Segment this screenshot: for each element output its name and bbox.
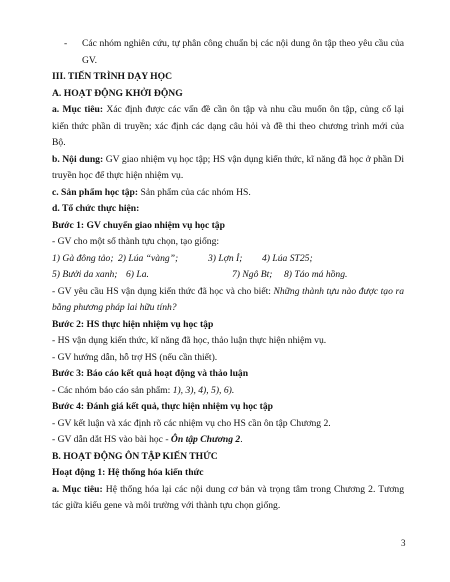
option-item: 6) La. [126,269,149,280]
options-row-2 [52,267,404,284]
document-body [52,36,404,515]
objective-2-text: Hệ thống hóa lại các nội dung cơ bản và trọng tâm trong Chương 2. Tương tác giữa kiểu gene và môi trường với thành tựu chọn giống. [52,483,404,511]
activity-1-heading: Hoạt động 1: Hệ thống hóa kiến thức [52,467,204,478]
objective-label: a. Mục tiêu: [52,104,104,115]
section-heading-a: A. HOẠT ĐỘNG KHỞI ĐỘNG [52,87,183,99]
step-4-heading: Bước 4: Đánh giá kết quả, thực hiện nhiệm vụ học tập [52,401,273,412]
step-4-suffix: . [240,434,243,445]
bullet-mark: - [64,38,68,49]
paragraph-objective-2 [52,482,404,515]
options-row-1 [52,251,404,268]
section-heading-iii: III. TIẾN TRÌNH DẠY HỌC [52,71,173,82]
option-item: 7) Ngô Bt; [232,269,273,280]
gv-question-line [52,284,404,317]
objective-2-label: a. Mục tiêu: [52,483,103,495]
step-4-prefix: - GV dẫn dắt HS vào bài học - [52,434,171,445]
content-label: b. Nội dung: [52,153,104,165]
step-3-line [52,383,404,400]
bullet-item [52,36,404,69]
section-heading-b: B. HOẠT ĐỘNG ÔN TẬP KIẾN THỨC [52,450,218,462]
step-3-prefix: - Các nhóm báo cáo sản phẩm: [52,384,173,396]
step-2-heading: Bước 2: HS thực hiện nhiệm vụ học tập [52,318,214,330]
content-text: GV giao nhiệm vụ học tập; HS vận dụng kiến thức, kĩ năng đã học ở phần Di truyền học để thực hiện nhiệm vụ. [52,153,404,181]
product-text: Sản phẩm của các nhóm HS. [138,186,251,198]
option-item: 2) Lúa “vàng”; [118,252,179,264]
option-item: 5) Bưởi da xanh; [52,269,118,280]
step-3-heading: Bước 3: Báo cáo kết quả hoạt động và thảo luận [52,368,249,379]
paragraph-product [52,185,404,202]
option-item: 4) Lúa ST25; [262,252,313,264]
product-label: c. Sản phẩm học tập: [52,186,139,198]
step-3-items: 1), 3), 4), 5), 6). [172,384,235,396]
gv-options-line: - GV cho một số thành tựu chọn, tạo giống: [52,236,220,247]
option-item: 3) Lợn Ỉ; [208,252,243,264]
page-number: 3 [401,538,406,548]
paragraph-content [52,152,404,185]
step-2-line-2: - GV hướng dẫn, hỗ trợ HS (nếu cần thiết). [52,351,218,363]
step-1-heading: Bước 1: GV chuyển giao nhiệm vụ học tập [52,219,225,231]
step-4-lesson: Ôn tập Chương 2 [170,434,241,445]
option-item: 8) Táo má hồng. [284,269,348,280]
paragraph-objective [52,102,404,152]
bullet-text: Các nhóm nghiên cứu, tự phân công chuẩn bị các nội dung ôn tập theo yêu cầu của GV. [82,38,404,66]
option-item: 1) Gà đông tảo; [52,252,114,264]
objective-text: Xác định được các vấn đề cần ôn tập và nhu cầu muốn ôn tập, củng cố lại kiến thức phần di truyền; xác định các dạng câu hỏi và đề thi theo chương trình mới của Bộ. [52,104,404,148]
gv-question-prefix: - GV yêu cầu HS vận dụng kiến thức đã học và cho biết: [52,285,274,297]
gv-question-text: Những thành tựu nào được tạo ra bằng phương pháp lai hữu tính? [52,285,404,313]
step-4-line-1: - GV kết luận và xác định rõ các nhiệm vụ cho HS cần ôn tập Chương 2. [52,417,331,429]
step-4-line-2 [52,432,404,449]
organization-label: d. Tổ chức thực hiện: [52,203,140,214]
step-2-line-1: - HS vận dụng kiến thức, kĩ năng đã học, thảo luận thực hiện nhiệm vụ. [52,335,327,346]
